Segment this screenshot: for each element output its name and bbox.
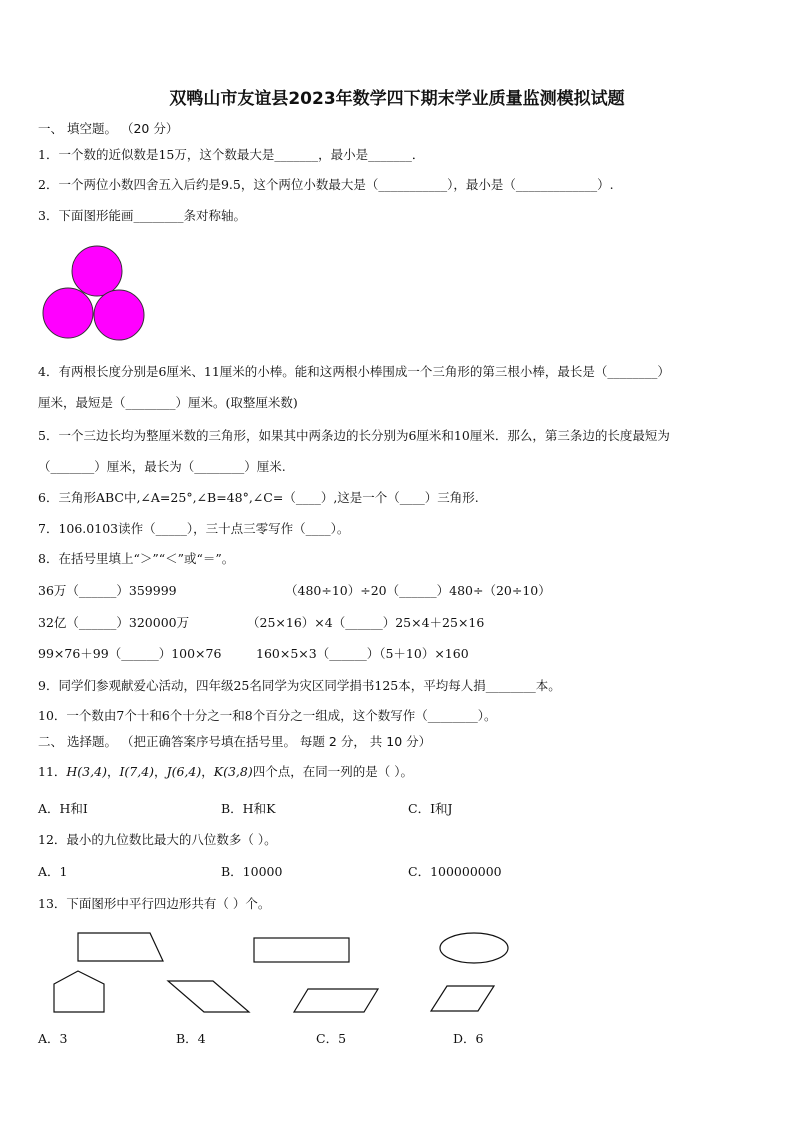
question-8-stem: 8．在括号里填上“＞”“＜”或“＝”。 [38,551,235,566]
question-12-option-c: C．100000000 [408,864,502,879]
question-8-row-2-right: （25×16）×4（______）25×4＋25×16 [247,615,485,630]
point-h: H(3,4) [66,764,107,779]
question-5-line-2: （_______）厘米，最长为（________）厘米. [38,459,286,474]
question-10: 10．一个数由7个十和6个十分之一和8个百分之一组成，这个数写作（________）。 [38,708,497,723]
question-8-row-1-right: （480÷10）÷20（______）480÷（20÷10） [285,583,551,598]
shapes-figure [40,925,520,1020]
ellipse-shape [440,933,508,963]
question-1: 1．一个数的近似数是15万，这个数最大是_______，最小是_______． [38,147,425,162]
left-circle [43,288,93,338]
top-circle [72,246,122,296]
point-i: I(7,4) [119,764,155,779]
three-circles-figure [40,244,150,342]
question-8-row-1-left: 36万（______）359999 [38,583,177,598]
question-11-option-b: B．H和K [221,801,276,816]
parallelogram-shape-2 [294,989,378,1012]
question-13-option-a: A．3 [38,1031,68,1046]
pentagon-shape [54,971,104,1012]
question-8-row-2-left: 32亿（______）320000万 [38,615,190,630]
question-7: 7．106.0103读作（_____），三十点三零写作（____）。 [38,521,350,536]
question-6: 6．三角形ABC中,∠A=25°,∠B=48°,∠C=（____）,这是一个（____）三角形. [38,490,479,505]
question-11-option-c: C．I和J [408,801,453,816]
question-12-option-a: A．1 [38,864,68,879]
section-1-heading: 一、 填空题。 （20 分） [38,121,179,136]
section-2-heading: 二、 选择题。 （把正确答案序号填在括号里。 每题 2 分， 共 10 分） [38,734,432,749]
question-5-line-1: 5．一个三边长均为整厘米数的三角形，如果其中两条边的长分别为6厘米和10厘米．那么，第三条边的长度最短为 [38,428,670,443]
question-2: 2．一个两位小数四舍五入后约是9.5，这个两位小数最大是（___________），最小是（_____________）. [38,177,614,192]
question-13-option-c: C．5 [316,1031,347,1046]
page-title: 双鸭山市友谊县2023年数学四下期末学业质量监测模拟试题 [169,89,625,109]
question-12-option-b: B．10000 [221,864,283,879]
right-circle [94,290,144,340]
question-13-option-d: D．6 [453,1031,484,1046]
question-8-row-3-right: 160×5×3（______）（5＋10）×160 [256,646,469,661]
rectangle-shape [254,938,349,962]
question-11-prefix: 11． [38,764,67,779]
question-3: 3．下面图形能画________条对称轴。 [38,208,246,223]
question-11-option-a: A．H和I [38,801,88,816]
parallelogram-shape-3 [431,986,494,1011]
question-11-suffix: 四个点，在同一列的是（ ）。 [252,764,413,779]
question-13-option-b: B．4 [176,1031,206,1046]
question-11: 11．H(3,4)，I(7,4)，J(6,4)，K(3,8)四个点，在同一列的是（ ）。 [38,764,413,779]
question-8-row-3-left: 99×76＋99（______）100×76 [38,646,222,661]
question-4-line-2: 厘米，最短是（________）厘米。(取整厘米数) [38,395,298,410]
question-4-line-1: 4．有两根长度分别是6厘米、11厘米的小棒。能和这两根小棒围成一个三角形的第三根小棒，最长是（________） [38,364,670,379]
point-k: K(3,8) [213,764,253,779]
parallelogram-shape-1 [168,981,249,1012]
question-9: 9．同学们参观献爱心活动，四年级25名同学为灾区同学捐书125本，平均每人捐________本。 [38,678,561,693]
point-j: J(6,4) [166,764,202,779]
right-trapezoid-shape [78,933,163,961]
question-13-stem: 13．下面图形中平行四边形共有（ ）个。 [38,896,271,911]
question-12-stem: 12．最小的九位数比最大的八位数多（ ）。 [38,832,277,847]
